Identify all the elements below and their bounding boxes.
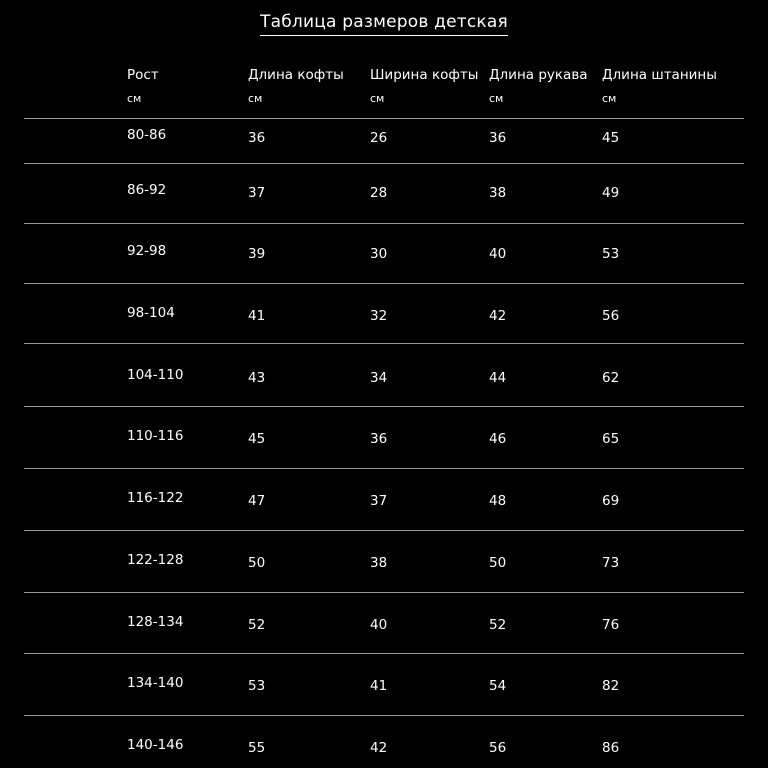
row-divider	[24, 592, 744, 593]
cell-leg-length: 73	[602, 555, 620, 571]
cell-height: 86-92	[127, 182, 167, 198]
header-label: Рост	[127, 67, 159, 83]
cell-sleeve-length: 42	[489, 308, 507, 324]
cell-top-length: 37	[248, 185, 266, 201]
cell-height: 80-86	[127, 127, 167, 143]
cell-top-length: 43	[248, 370, 266, 386]
header-label: Длина штанины	[602, 67, 717, 83]
cell-leg-length: 62	[602, 370, 620, 386]
row-divider	[24, 343, 744, 344]
cell-leg-length: 53	[602, 246, 620, 262]
cell-top-width: 26	[370, 130, 388, 146]
cell-sleeve-length: 38	[489, 185, 507, 201]
cell-top-width: 32	[370, 308, 388, 324]
cell-leg-length: 49	[602, 185, 620, 201]
cell-height: 122-128	[127, 552, 184, 568]
header-unit: см	[127, 92, 142, 105]
row-divider	[24, 653, 744, 654]
header-unit: см	[370, 92, 385, 105]
cell-sleeve-length: 52	[489, 617, 507, 633]
cell-top-width: 41	[370, 678, 388, 694]
cell-height: 98-104	[127, 305, 175, 321]
cell-top-length: 47	[248, 493, 266, 509]
cell-height: 104-110	[127, 367, 184, 383]
header-unit: см	[248, 92, 263, 105]
header-unit: см	[602, 92, 617, 105]
row-divider	[24, 163, 744, 164]
row-divider	[24, 118, 744, 119]
cell-sleeve-length: 36	[489, 130, 507, 146]
cell-top-length: 45	[248, 431, 266, 447]
cell-top-width: 34	[370, 370, 388, 386]
cell-leg-length: 86	[602, 740, 620, 756]
cell-leg-length: 76	[602, 617, 620, 633]
cell-top-length: 50	[248, 555, 266, 571]
cell-top-width: 28	[370, 185, 388, 201]
cell-height: 140-146	[127, 737, 184, 753]
cell-leg-length: 82	[602, 678, 620, 694]
cell-leg-length: 56	[602, 308, 620, 324]
cell-sleeve-length: 56	[489, 740, 507, 756]
cell-top-width: 30	[370, 246, 388, 262]
cell-top-width: 37	[370, 493, 388, 509]
cell-height: 134-140	[127, 675, 184, 691]
cell-top-width: 36	[370, 431, 388, 447]
cell-leg-length: 69	[602, 493, 620, 509]
cell-top-length: 39	[248, 246, 266, 262]
page-title-text: Таблица размеров детская	[260, 12, 508, 36]
row-divider	[24, 468, 744, 469]
cell-top-length: 52	[248, 617, 266, 633]
cell-top-length: 53	[248, 678, 266, 694]
header-label: Длина рукава	[489, 67, 588, 83]
row-divider	[24, 530, 744, 531]
row-divider	[24, 715, 744, 716]
cell-sleeve-length: 44	[489, 370, 507, 386]
cell-sleeve-length: 40	[489, 246, 507, 262]
cell-leg-length: 45	[602, 130, 620, 146]
cell-top-length: 41	[248, 308, 266, 324]
table-header	[0, 66, 768, 114]
header-unit: см	[489, 92, 504, 105]
row-divider	[24, 223, 744, 224]
cell-height: 92-98	[127, 243, 167, 259]
cell-top-length: 36	[248, 130, 266, 146]
cell-top-width: 42	[370, 740, 388, 756]
cell-height: 116-122	[127, 490, 184, 506]
header-label: Ширина кофты	[370, 67, 479, 83]
cell-top-width: 40	[370, 617, 388, 633]
cell-sleeve-length: 50	[489, 555, 507, 571]
cell-sleeve-length: 46	[489, 431, 507, 447]
cell-top-width: 38	[370, 555, 388, 571]
cell-leg-length: 65	[602, 431, 620, 447]
cell-sleeve-length: 54	[489, 678, 507, 694]
header-label: Длина кофты	[248, 67, 344, 83]
page-title	[0, 12, 768, 36]
row-divider	[24, 283, 744, 284]
cell-top-length: 55	[248, 740, 266, 756]
cell-height: 110-116	[127, 428, 184, 444]
row-divider	[24, 406, 744, 407]
cell-sleeve-length: 48	[489, 493, 507, 509]
cell-height: 128-134	[127, 614, 184, 630]
